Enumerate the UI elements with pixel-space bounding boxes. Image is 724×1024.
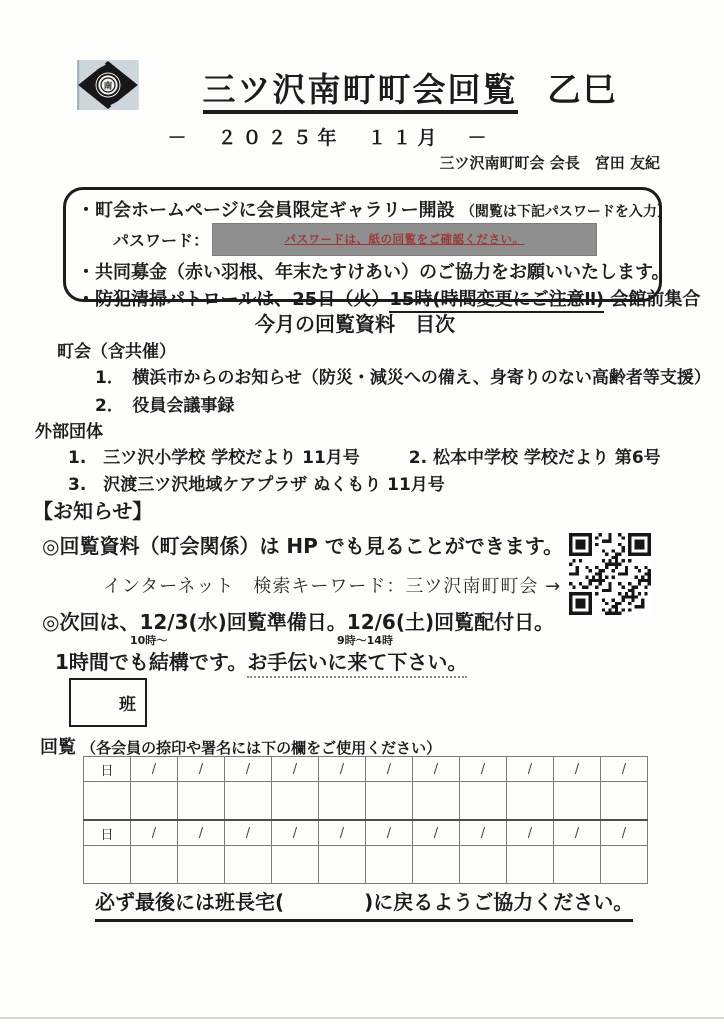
gallery-notice-line [77,196,671,222]
gallery-notice-paren: （閲覧は下記パスワードを入力） [460,204,671,220]
patrol-notice-prefix: ・防犯清掃パトロールは、25日（火） [77,289,390,310]
return-instruction-line: 必ず最後には班長宅( )に戻るようご協力ください。 [95,886,633,922]
signature-cell [601,846,648,884]
announcements-heading: 【お知らせ】 [33,499,153,523]
toc-group1-title: 町会（含共催） [57,342,176,362]
password-redaction-note: パスワードは、紙の回覧をご確認ください。 [284,232,525,246]
toc-heading: 今月の回覧資料 目次 [255,312,455,336]
help-request-underlined: お手伝いに来て下さい。 [247,650,467,678]
next-schedule-line: ◎次回は、12/3(水)回覧準備日。12/6(土)回覧配付日。 [42,610,555,634]
group-number-box [69,678,147,727]
date-slash-cell: / [413,820,460,846]
date-slash-cell: / [507,757,554,782]
signature-cell [225,846,272,884]
signature-cell [366,846,413,884]
toc-item: 2． 役員会議事録 [95,396,235,416]
date-slash-cell: / [131,757,178,782]
patrol-notice-suffix: 会館前集合 [604,289,701,310]
date-slash-cell: / [319,757,366,782]
qr-code-icon [569,531,651,617]
signature-cell [507,846,554,884]
date-slash-cell: / [225,757,272,782]
search-keyword-line: インターネット 検索キーワード：三ツ沢南町町会 → [103,576,562,597]
toc-row [68,443,661,468]
distribution-time: 9時～14時 [337,634,393,647]
toc-group2-title: 外部団体 [35,422,103,442]
signature-cell [225,782,272,821]
date-slash-cell: / [554,820,601,846]
toc-item: 1． 横浜市からのお知らせ（防災・減災への備え、身寄りのない高齢者等支援） [95,368,711,388]
signature-cell [131,846,178,884]
help-request-line [55,646,467,675]
signature-cell [460,782,507,821]
kairan-label: 回覧 [40,737,76,758]
han-label: 班 [119,695,136,715]
notice-box [63,187,701,310]
date-slash-cell: / [178,820,225,846]
signature-cell [507,782,554,821]
title-era-text: 乙巳 [547,70,618,109]
signature-cell [554,782,601,821]
date-slash-cell: / [272,757,319,782]
date-slash-cell: / [554,757,601,782]
date-slash-cell: / [413,757,460,782]
signature-cell [460,846,507,884]
qr-code [569,531,651,617]
prep-time: 10時～ [130,634,168,647]
date-slash-cell: / [460,820,507,846]
date-slash-cell: / [366,757,413,782]
day-header-cell: 日 [84,757,131,782]
signature-cell [601,782,648,821]
kairan-note: （各会員の捺印や署名には下の欄をご使用ください） [81,739,442,757]
logo-character: 南 [103,81,113,92]
signature-cell [366,782,413,821]
password-redaction-box [212,223,597,256]
date-slash-cell: / [178,757,225,782]
issue-date: － ２０２５年 １１月 － [167,127,493,149]
day-header-cell: 日 [84,820,131,846]
signature-cell [178,846,225,884]
signature-cell [272,782,319,821]
date-slash-cell: / [460,757,507,782]
signature-cell [131,782,178,821]
signature-cell [413,846,460,884]
password-line [77,223,648,255]
signature-cell [84,846,131,884]
date-slash-cell: / [272,820,319,846]
signature-cell [272,846,319,884]
date-slash-cell: / [319,820,366,846]
gallery-notice-text: ・町会ホームページに会員限定ギャラリー開設 [77,200,455,221]
scan-edge [0,1017,724,1019]
association-emblem-icon [77,60,139,110]
title-main-text: 三ツ沢南町町会回覧 [203,70,518,114]
toc-item: 2. 松本中学校 学校だより 第6号 [408,448,661,468]
signature-cell [178,782,225,821]
schedule-times [0,632,724,646]
date-slash-cell: / [601,820,648,846]
date-slash-cell: / [507,820,554,846]
hp-availability-line: ◎回覧資料（町会関係）は HP でも見ることができます。 [42,534,564,558]
signature-cell [413,782,460,821]
date-slash-cell: / [601,757,648,782]
signature-cell [84,782,131,821]
date-slash-cell: / [225,820,272,846]
date-slash-cell: / [366,820,413,846]
signature-cell [319,782,366,821]
chairman-byline: 三ツ沢南町町会 会長 宮田 友紀 [439,154,660,172]
help-request-prefix: 1時間でも結構です。 [55,650,248,674]
donation-notice-line: ・共同募金（赤い羽根、年末たすけあい）のご協力をお願いいたします。 [77,262,670,283]
kairan-table [83,756,648,884]
date-slash-cell: / [131,820,178,846]
patrol-time-underlined: 15時(時間変更にご注意‼) [389,289,604,313]
signature-cell [319,846,366,884]
toc-item: 3. 沢渡三ツ沢地域ケアプラザ ぬくもり 11月号 [68,475,445,495]
password-label: パスワード： [113,230,210,250]
association-logo [77,60,139,110]
document-title [150,64,670,111]
signature-cell [554,846,601,884]
toc-item: 1. 三ツ沢小学校 学校だより 11月号 [68,448,360,468]
